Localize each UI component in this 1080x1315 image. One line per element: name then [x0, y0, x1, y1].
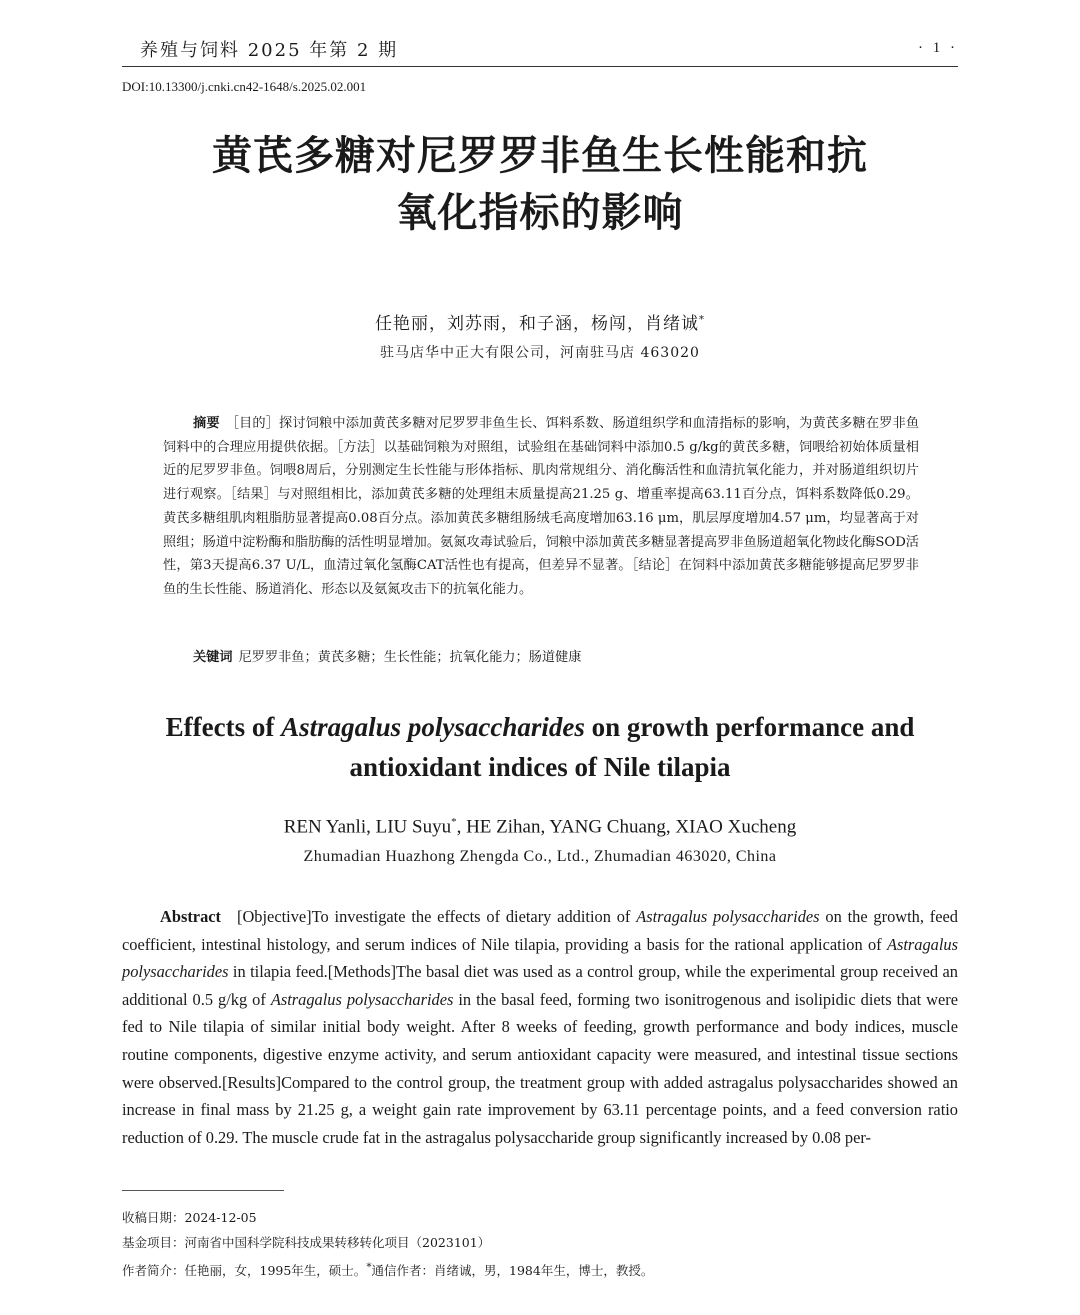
chinese-authors — [122, 309, 958, 334]
chinese-keywords-label: 关键词 — [193, 650, 233, 665]
english-affiliation: Zhumadian Huazhong Zhengda Co., Ltd., Zhumadian 463020, China — [303, 848, 777, 865]
funding-note: 基金项目：河南省中国科学院科技成果转移转化项目（2023101） — [122, 1235, 491, 1250]
author-bio — [122, 1255, 958, 1283]
received-date: 收稿日期：2024-12-05 — [122, 1210, 257, 1225]
chinese-keywords — [163, 646, 919, 665]
english-authors — [122, 816, 958, 838]
chinese-abstract — [163, 412, 919, 602]
english-abstract-text-4: in the basal feed, forming two isonitrogenous and isolipidic diets that were fed to Nile tilapia of similar initial body weight. After 8 weeks of feeding, growth performance and body indices, muscle routine components, digestive enzyme activity, and serum antioxidant capacity were measured, and intestinal tissue sections were observed.[Results]Compared to the control group, the treatment group with added astragalus polysaccharides showed an increase in final mass by 21.25 g, a weight gain rate improvement by 63.11 percentage points, and a feed conversion ratio reduction of 0.29. The muscle crude fat in the astragalus polysaccharide group significantly increased by 0.08 per- — [122, 989, 959, 1147]
english-abstract-text-1: [Objective]To investigate the effects of dietary addition of — [237, 907, 637, 926]
corresponding-author-note: 通信作者：肖绪诚，男，1984年生，博士，教授。 — [371, 1263, 654, 1279]
chinese-abstract-label: 摘要 — [193, 416, 220, 431]
chinese-affiliation: 驻马店华中正大有限公司，河南驻马店 463020 — [380, 345, 700, 361]
running-header — [122, 36, 958, 67]
author-bio-mark: * — [366, 1261, 372, 1273]
english-abstract-italic-3: Astragalus polysaccharides — [270, 989, 454, 1009]
english-title — [122, 707, 958, 787]
english-authors-before: REN Yanli, LIU Suyu — [283, 816, 452, 838]
footnote-divider — [122, 1190, 284, 1191]
journal-name: 养殖与饲料 2025 年第 2 期 — [140, 40, 399, 61]
english-abstract-text-3: in tilapia feed.[Methods]The basal diet was used as a control group, while the experimental group received an additional 0.5 g/kg of — [122, 962, 958, 1009]
chinese-title — [122, 128, 958, 242]
english-abstract-text-2: on the growth, feed coefficient, intestinal histology, and serum indices of Nile tilapia, providing a basis for the rational application of — [122, 907, 958, 954]
english-abstract-italic-1: Astragalus polysaccharides — [636, 907, 820, 926]
english-title-part-1: Effects of — [165, 712, 282, 742]
english-abstract-label: Abstract — [160, 907, 221, 926]
english-corresponding-mark: * — [451, 816, 457, 828]
english-title-italic: Astragalus polysaccharides — [281, 712, 585, 742]
english-abstract-italic-2: Astragalus polysaccharides — [122, 934, 958, 982]
english-authors-after: , HE Zihan, YANG Chuang, XIAO Xucheng — [456, 816, 797, 838]
chinese-abstract-text: ［目的］探讨饲粮中添加黄芪多糖对尼罗罗非鱼生长、饵料系数、肠道组织学和血清指标的影响，为黄芪多糖在罗非鱼饲料中的合理应用提供依据。［方法］以基础饲粮为对照组，试验组在基础饲料中添加0.5 g/kg的黄芪多糖，饲喂给初始体质量相近的尼罗罗非鱼。饲喂8周后，分别测定生长性能与形体指标、肌肉常规组分、消化酶活性和血清抗氧化能力，并对肠道组织切片进行观察。［结果］与对照组相比，添加黄芪多糖的处理组末质量提高21.25 g、增重率提高63.11百分点，饵料系数降低0.29。黄芪多糖组肌肉粗脂肪显著提高0.08百分点。添加黄芪多糖组肠绒毛高度增加63.16 μm，肌层厚度增加4.57 μm，均显著高于对照组；肠道中淀粉酶和脂肪酶的活性明显增加。氨氮攻毒试验后，饲粮中添加黄芪多糖显著提高罗非鱼肠道超氧化物歧化酶SOD活性，第3天提高6.37 U/L，血清过氧化氢酶CAT活性也有提高，但差异不显著。［结论］在饲料中添加黄芪多糖能够提高尼罗罗非鱼的生长性能、肠道消化、形态以及氨氮攻击下的抗氧化能力。 — [163, 416, 920, 597]
chinese-title-line-1: 黄芪多糖对尼罗罗非鱼生长性能和抗 — [212, 133, 868, 179]
chinese-title-line-2: 氧化指标的影响 — [396, 190, 684, 236]
chinese-keywords-text: 尼罗罗非鱼；黄芪多糖；生长性能；抗氧化能力；肠道健康 — [238, 650, 582, 665]
chinese-author-list: 任艳丽，刘苏雨，和子涵，杨闯，肖绪诚 — [375, 314, 699, 334]
author-bio-text: 作者简介：任艳丽，女，1995年生，硕士。 — [122, 1263, 367, 1279]
footnotes — [122, 1205, 958, 1283]
english-title-part-2: on growth performance and antioxidant indices of Nile tilapia — [349, 712, 915, 782]
english-abstract — [122, 903, 958, 1151]
page-number: · 1 · — [918, 40, 958, 56]
doi-link[interactable]: DOI:10.13300/j.cnki.cn42-1648/s.2025.02.001 — [122, 79, 367, 94]
corresponding-author-mark: * — [699, 314, 705, 326]
